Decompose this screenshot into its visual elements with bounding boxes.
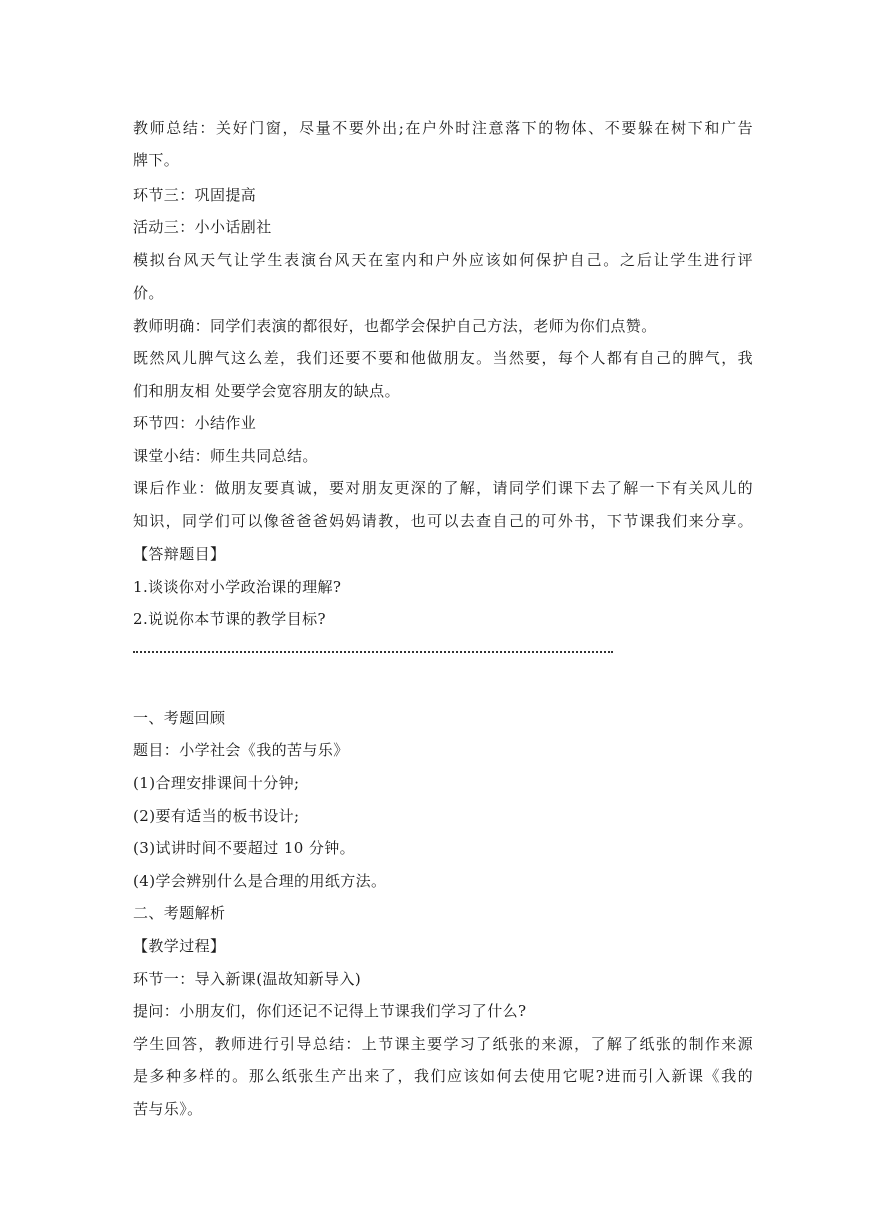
- text-line: 教师总结：关好门窗，尽量不要外出;在户外时注意落下的物体、不要躲在树下和广告: [133, 119, 753, 137]
- text-line: 价。: [133, 284, 164, 302]
- question-item: 1.谈谈你对小学政治课的理解?: [133, 578, 342, 596]
- section-heading: 环节四：小结作业: [133, 414, 257, 432]
- text-line: 模拟台风天气让学生表演台风天在室内和户外应该如何保护自己。之后让学生进行评: [133, 251, 753, 269]
- section-heading: 二、考题解析: [133, 904, 226, 922]
- question-item: 2.说说你本节课的教学目标?: [133, 610, 326, 628]
- text-line: 课后作业：做朋友要真诚，要对朋友更深的了解，请同学们课下去了解一下有关风儿的: [133, 479, 753, 497]
- section-heading: 【答辩题目】: [133, 545, 226, 563]
- section-heading: 环节三：巩固提高: [133, 186, 257, 204]
- list-item: (4)学会辨别什么是合理的用纸方法。: [133, 872, 387, 890]
- text-line: 是多种多样的。那么纸张生产出来了，我们应该如何去使用它呢?进而引入新课《我的: [133, 1067, 753, 1085]
- list-item: (3)试讲时间不要超过 10 分钟。: [133, 839, 356, 857]
- activity-heading: 活动三：小小话剧社: [133, 218, 272, 236]
- text-line: 题目：小学社会《我的苦与乐》: [133, 741, 349, 759]
- text-line: 既然风儿脾气这么差，我们还要不要和他做朋友。当然要，每个人都有自己的脾气，我: [133, 349, 753, 367]
- section-heading: 【教学过程】: [133, 937, 226, 955]
- text-line: 知识，同学们可以像爸爸爸妈妈请教，也可以去查自己的可外书，下节课我们来分享。: [133, 512, 753, 530]
- text-line: 提问：小朋友们，你们还记不记得上节课我们学习了什么?: [133, 1002, 527, 1020]
- list-item: (1)合理安排课间十分钟;: [133, 774, 300, 792]
- text-line: 课堂小结：师生共同总结。: [133, 447, 318, 465]
- text-line: 们和朋友相 处要学会宽容朋友的缺点。: [133, 382, 400, 400]
- section-heading: 环节一：导入新课(温故知新导入): [133, 970, 362, 988]
- text-line: 牌下。: [133, 151, 180, 169]
- text-line: 学生回答，教师进行引导总结：上节课主要学习了纸张的来源，了解了纸张的制作来源: [133, 1035, 753, 1053]
- text-line: 苦与乐》。: [133, 1100, 203, 1118]
- section-heading: 一、考题回顾: [133, 709, 226, 727]
- dotted-separator: [133, 641, 613, 653]
- text-line: 教师明确：同学们表演的都很好，也都学会保护自己方法，老师为你们点赞。: [133, 317, 657, 335]
- list-item: (2)要有适当的板书设计;: [133, 807, 300, 825]
